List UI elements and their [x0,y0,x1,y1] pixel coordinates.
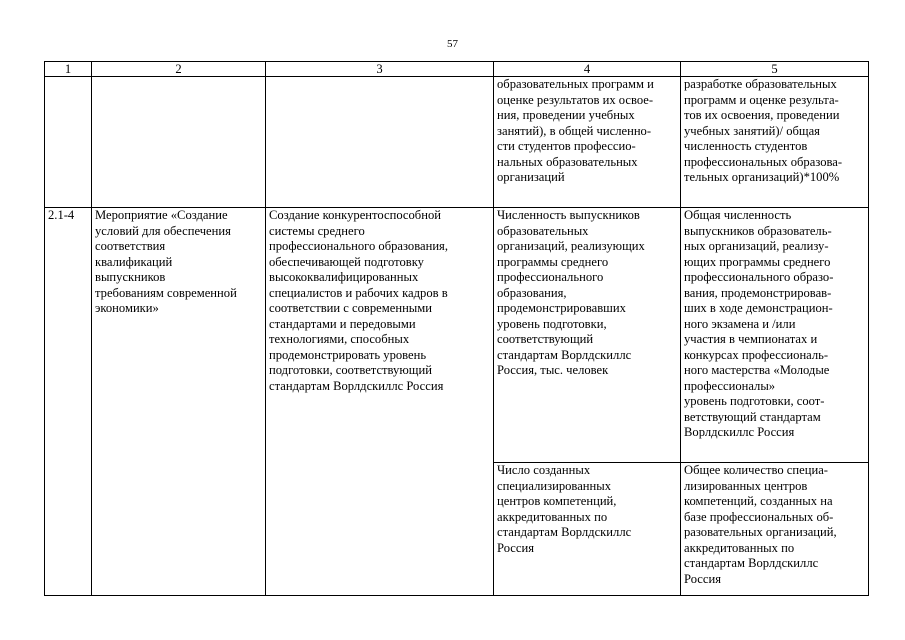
header-col-1: 1 [45,62,92,77]
continuation-indicator-text: образовательных программ и оценке результатов их освое- ния, проведении учебных занятий), в общей численно- сти студентов профессио- нальных образовательных организаций [494,77,681,208]
table-row-2-1-4 [45,208,869,463]
indicator-name-2: Число созданных специализированных центров компетенций, аккредитованных по стандартам Ворлдскиллс Россия [494,463,681,596]
header-col-3: 3 [266,62,494,77]
cell-empty [266,77,494,208]
cell-empty [45,77,92,208]
indicator-method-1: Общая численность выпускников образователь- ных организаций, реализу- ющих программы среднего профессионального образо- вания, продемонстрировав- ших в ходе демонстрацион- ного экзамена и /или участия в чемпионатах и конкурсах профессиональ- ного мастерства «Молодые профессионалы» уровень подготовки, соот- ветствующий стандартам Ворлдскиллс Россия [681,208,869,463]
row-code: 2.1-4 [45,208,92,596]
page-number: 57 [447,38,458,50]
event-description: Мероприятие «Создание условий для обеспечения соответствия квалификаций выпускников требованиям современной экономики» [92,208,266,596]
indicator-method-2: Общее количество специа- лизированных центров компетенций, созданных на базе профессиональных об- разовательных организаций, аккредитованных по стандартам Ворлдскиллс Россия [681,463,869,596]
indicator-name-1: Численность выпускников образовательных организаций, реализующих программы среднего профессионального образования, продемонстрировавших уровень подготовки, соответствующий стандартам Ворлдскиллс Россия, тыс. человек [494,208,681,463]
header-col-5: 5 [681,62,869,77]
table-row-continuation [45,77,869,208]
header-row [45,62,869,77]
expected-result: Создание конкурентоспособной системы среднего профессионального образования, обеспечивающей подготовку высококвалифицированных специалистов и рабочих кадров в соответствии с современными стандартами и передовыми технологиями, способных продемонстрировать уровень подготовки, соответствующий стандартам Ворлдскиллс Россия [266,208,494,596]
continuation-method-text: разработке образовательных программ и оценке результа- тов их освоения, проведении учебных занятий)/ общая численность студентов профессиональных образова- тельных организаций)*100% [681,77,869,208]
header-col-4: 4 [494,62,681,77]
indicators-table [44,61,869,596]
cell-empty [92,77,266,208]
header-col-2: 2 [92,62,266,77]
